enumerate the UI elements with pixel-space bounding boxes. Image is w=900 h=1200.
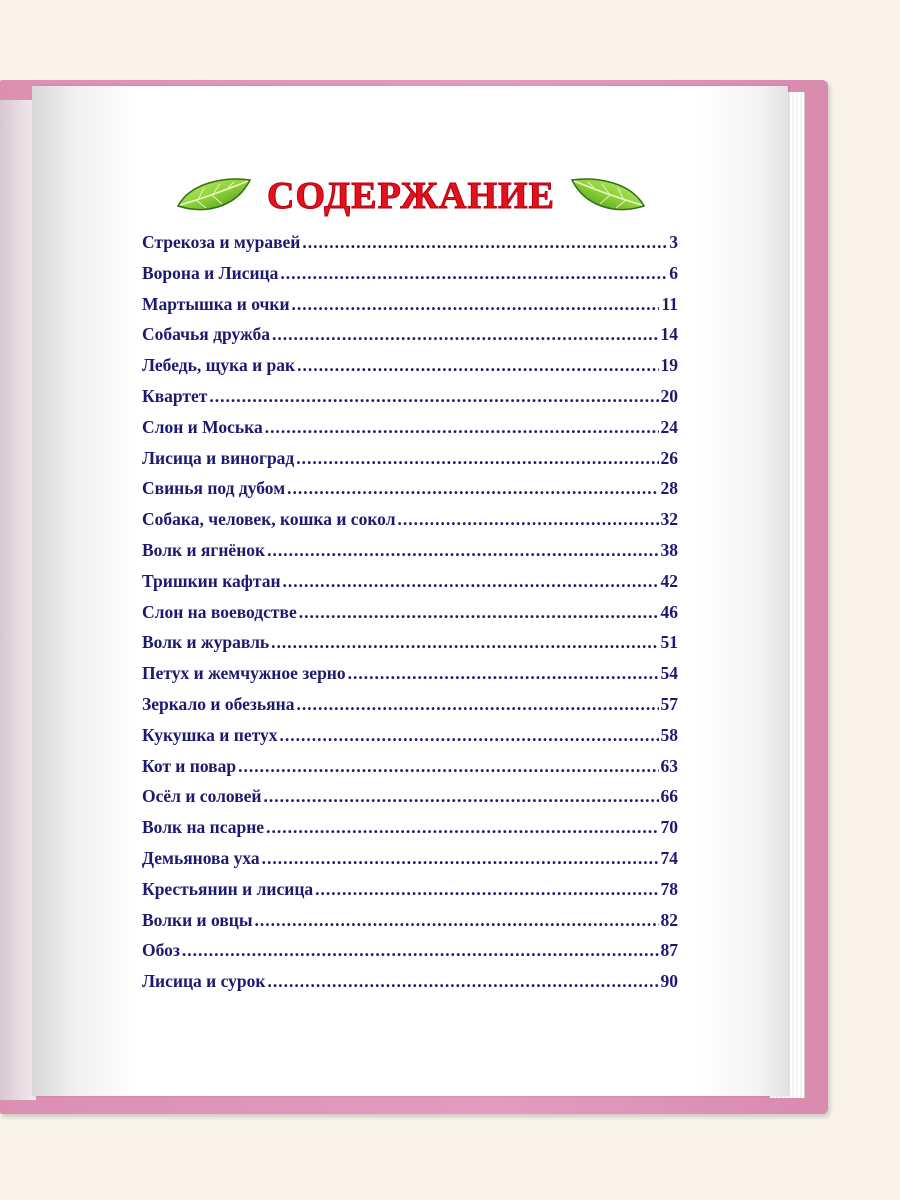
toc-entry-page-number: 3 bbox=[669, 232, 678, 252]
toc-entry[interactable] bbox=[142, 478, 678, 509]
toc-entry-page-number: 57 bbox=[660, 693, 678, 714]
toc-entry-title: Крестьянин и лисица bbox=[142, 878, 314, 899]
toc-entry[interactable] bbox=[142, 355, 678, 386]
toc-leader-dots bbox=[302, 232, 667, 253]
toc-leader-dots bbox=[266, 817, 658, 838]
toc-entry-title: Лебедь, щука и рак bbox=[142, 355, 296, 376]
toc-entry-title: Кукушка и петух bbox=[142, 724, 278, 745]
toc-leader-dots bbox=[296, 448, 658, 469]
toc-entry[interactable] bbox=[142, 756, 678, 787]
toc-entry-page-number: 51 bbox=[660, 632, 678, 653]
toc-entry-title: Демьянова уха bbox=[142, 847, 260, 868]
toc-leader-dots bbox=[272, 324, 659, 345]
toc-entry-page-number: 26 bbox=[660, 447, 678, 468]
toc-entry-title: Волк на псарне bbox=[142, 817, 265, 838]
toc-entry-page-number: 78 bbox=[660, 878, 678, 899]
toc-entry[interactable] bbox=[142, 694, 678, 725]
toc-entry-title: Ворона и Лисица bbox=[142, 262, 279, 283]
toc-entry-title: Кот и повар bbox=[142, 755, 237, 776]
toc-leader-dots bbox=[267, 540, 658, 561]
toc-entry-title: Волк и ягнёнок bbox=[142, 539, 266, 560]
toc-entry-title: Лисица и сурок bbox=[142, 971, 266, 992]
toc-entry-title: Квартет bbox=[142, 385, 208, 406]
toc-entry[interactable] bbox=[142, 540, 678, 571]
toc-leader-dots bbox=[255, 910, 659, 931]
toc-leader-dots bbox=[264, 786, 659, 807]
contents-header bbox=[176, 172, 646, 220]
toc-entry[interactable] bbox=[142, 940, 678, 971]
toc-entry-page-number: 87 bbox=[660, 940, 678, 961]
toc-entry-page-number: 70 bbox=[660, 817, 678, 838]
toc-entry-page-number: 32 bbox=[660, 509, 678, 530]
leaf-icon bbox=[570, 174, 646, 218]
toc-leader-dots bbox=[292, 294, 660, 315]
toc-entry[interactable] bbox=[142, 417, 678, 448]
toc-entry-title: Волки и овцы bbox=[142, 909, 253, 930]
toc-entry-page-number: 66 bbox=[660, 786, 678, 807]
toc-entry[interactable] bbox=[142, 817, 678, 848]
toc-leader-dots bbox=[280, 263, 667, 284]
toc-entry[interactable] bbox=[142, 386, 678, 417]
toc-entry[interactable] bbox=[142, 509, 678, 540]
toc-entry[interactable] bbox=[142, 910, 678, 941]
toc-entry-page-number: 42 bbox=[660, 570, 678, 591]
toc-entry-title: Собачья дружба bbox=[142, 324, 270, 345]
toc-entry[interactable] bbox=[142, 263, 678, 294]
toc-leader-dots bbox=[348, 663, 659, 684]
toc-entry-title: Слон и Моська bbox=[142, 416, 263, 437]
leaf-icon bbox=[176, 174, 252, 218]
toc-leader-dots bbox=[182, 940, 659, 961]
toc-entry[interactable] bbox=[142, 786, 678, 817]
toc-entry-title: Мартышка и очки bbox=[142, 293, 290, 314]
toc-entry[interactable] bbox=[142, 448, 678, 479]
toc-entry-page-number: 6 bbox=[669, 262, 678, 283]
toc-entry[interactable] bbox=[142, 879, 678, 910]
toc-leader-dots bbox=[209, 386, 658, 407]
toc-entry-title: Стрекоза и муравей bbox=[142, 232, 301, 252]
toc-entry-title: Обоз bbox=[142, 940, 180, 961]
toc-leader-dots bbox=[268, 971, 659, 992]
toc-entry[interactable] bbox=[142, 632, 678, 663]
toc-leader-dots bbox=[271, 632, 658, 653]
toc-leader-dots bbox=[315, 879, 658, 900]
toc-leader-dots bbox=[398, 509, 659, 530]
toc-leader-dots bbox=[287, 478, 658, 499]
toc-entry[interactable] bbox=[142, 602, 678, 633]
toc-entry-title: Волк и журавль bbox=[142, 632, 270, 653]
toc-entry[interactable] bbox=[142, 663, 678, 694]
toc-entry-page-number: 14 bbox=[660, 324, 678, 345]
toc-entry-page-number: 58 bbox=[660, 724, 678, 745]
toc-leader-dots bbox=[296, 694, 658, 715]
toc-leader-dots bbox=[283, 571, 659, 592]
toc-leader-dots bbox=[238, 756, 658, 777]
toc-entry-page-number: 19 bbox=[660, 355, 678, 376]
toc-entry-title: Собака, человек, кошка и сокол bbox=[142, 509, 396, 530]
toc-entry-page-number: 74 bbox=[660, 847, 678, 868]
toc-entry-title: Тришкин кафтан bbox=[142, 570, 281, 591]
toc-entry-title: Слон на воеводстве bbox=[142, 601, 297, 622]
toc-entry-page-number: 63 bbox=[660, 755, 678, 776]
toc-entry-page-number: 90 bbox=[660, 971, 678, 992]
toc-leader-dots bbox=[299, 602, 659, 623]
toc-entry[interactable] bbox=[142, 232, 678, 263]
left-page-edge bbox=[0, 100, 36, 1100]
toc-leader-dots bbox=[262, 848, 659, 869]
toc-entry[interactable] bbox=[142, 294, 678, 325]
toc-entry-page-number: 11 bbox=[661, 293, 678, 314]
toc-leader-dots bbox=[297, 355, 658, 376]
toc-entry[interactable] bbox=[142, 971, 678, 1002]
toc-entry[interactable] bbox=[142, 725, 678, 756]
toc-entry[interactable] bbox=[142, 571, 678, 602]
page-title: СОДЕРЖАНИЕ bbox=[267, 175, 555, 217]
toc-entry-page-number: 20 bbox=[660, 385, 678, 406]
toc-entry-title: Петух и жемчужное зерно bbox=[142, 663, 346, 684]
toc-entry-title: Лисица и виноград bbox=[142, 447, 295, 468]
toc-entry-title: Осёл и соловей bbox=[142, 786, 262, 807]
toc-entry-title: Зеркало и обезьяна bbox=[142, 693, 295, 714]
table-of-contents bbox=[142, 232, 678, 1002]
toc-entry-page-number: 46 bbox=[660, 601, 678, 622]
toc-entry[interactable] bbox=[142, 324, 678, 355]
toc-entry-page-number: 82 bbox=[660, 909, 678, 930]
toc-leader-dots bbox=[265, 417, 659, 438]
toc-entry-page-number: 28 bbox=[660, 478, 678, 499]
toc-entry-page-number: 54 bbox=[660, 663, 678, 684]
toc-entry-page-number: 24 bbox=[660, 416, 678, 437]
toc-entry-title: Свинья под дубом bbox=[142, 478, 286, 499]
toc-entry[interactable] bbox=[142, 848, 678, 879]
toc-leader-dots bbox=[279, 725, 658, 746]
toc-entry-page-number: 38 bbox=[660, 539, 678, 560]
